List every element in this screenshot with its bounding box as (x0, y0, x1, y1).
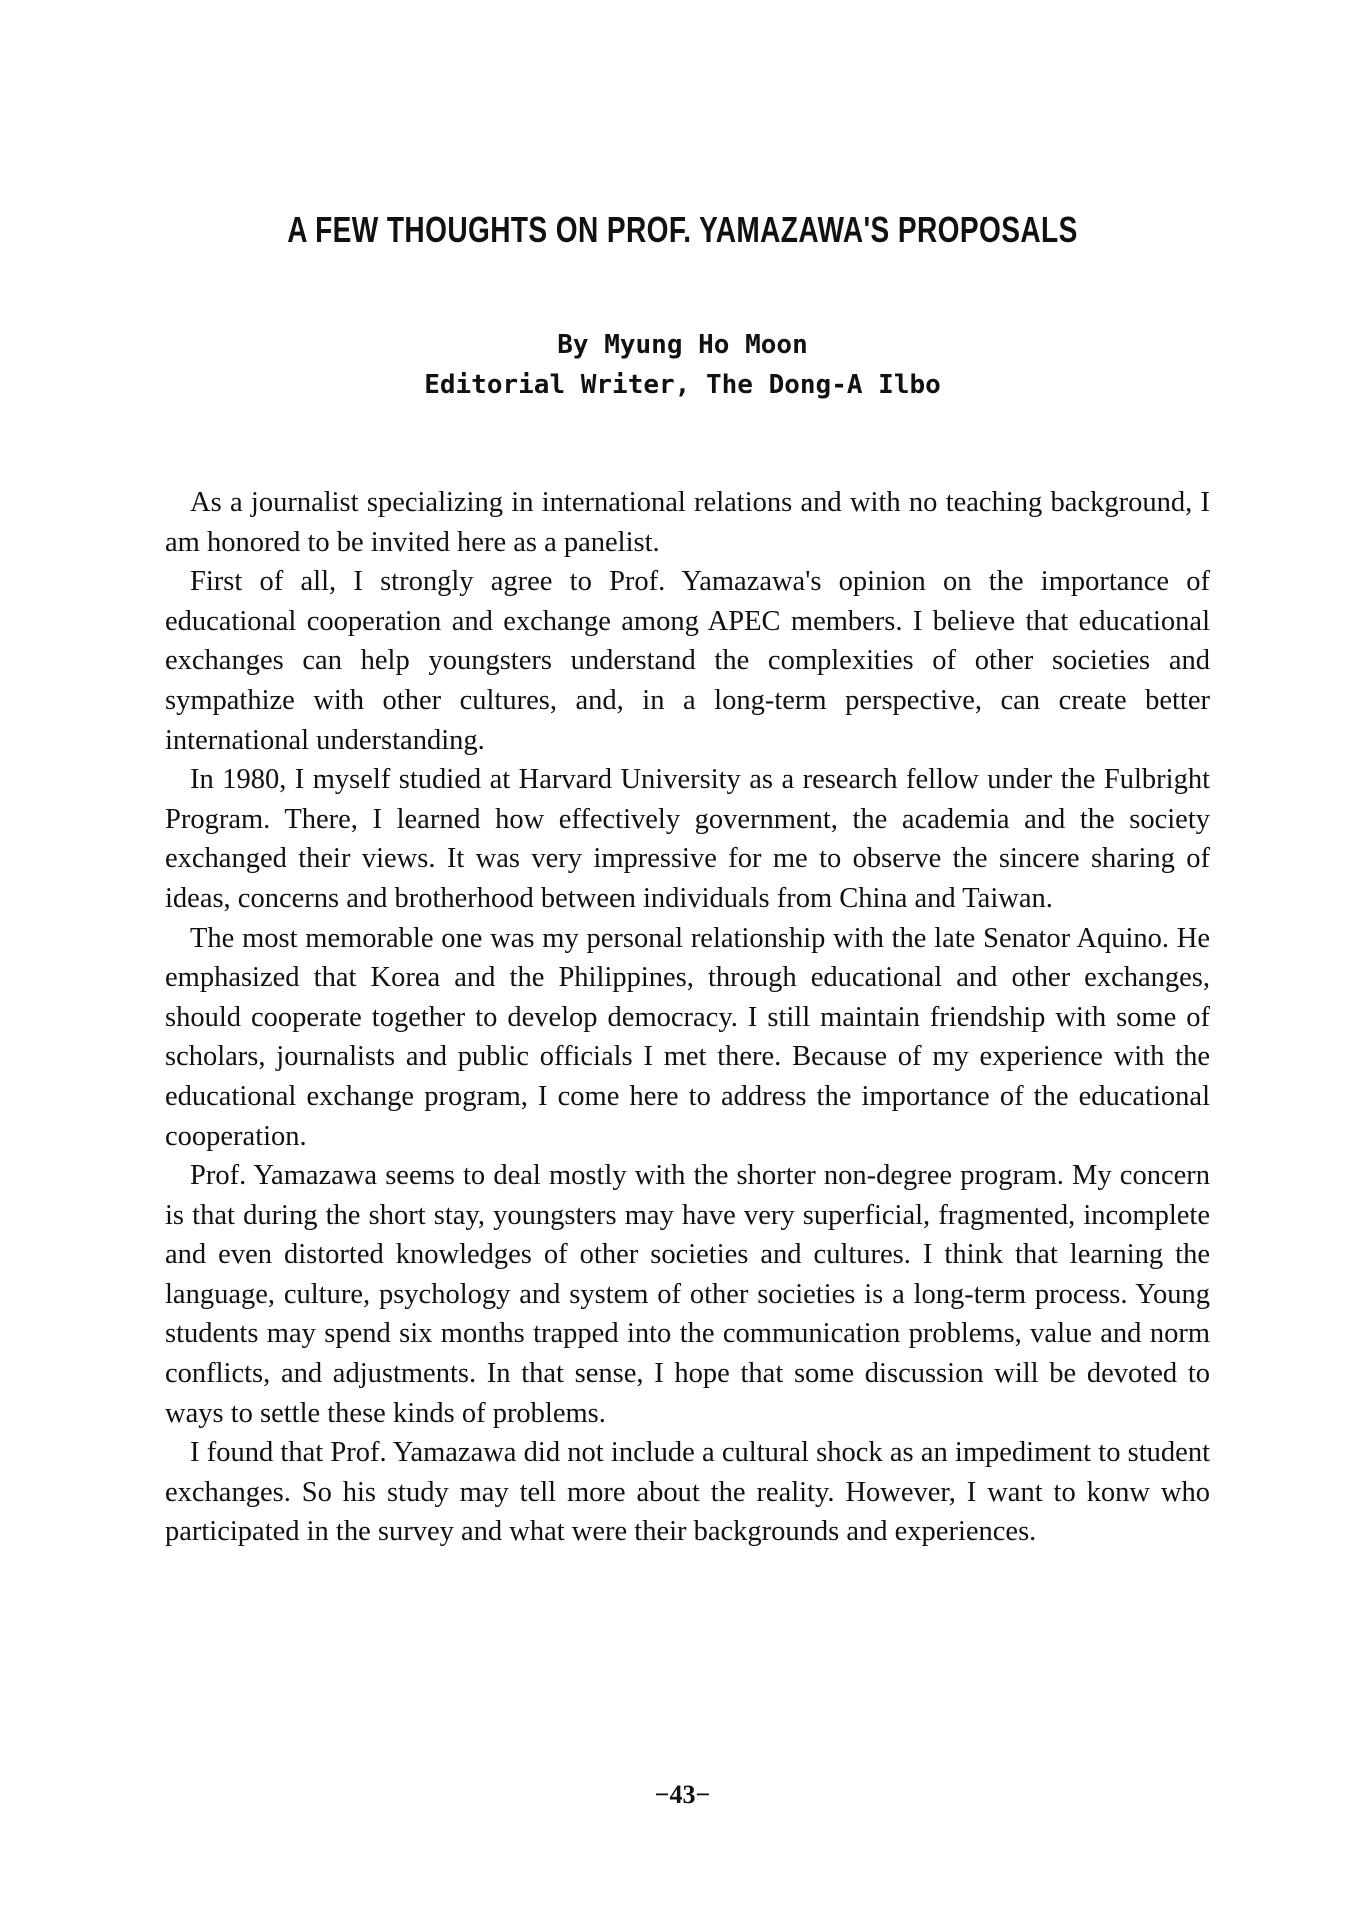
page-title: A FEW THOUGHTS ON PROF. YAMAZAWA'S PROPOSALS (287, 209, 1078, 250)
paragraph: The most memorable one was my personal relationship with the late Senator Aquino. He emphasized that Korea and the Philippines, through educational and other exchanges, should cooperate together to develop democracy. I still maintain friendship with some of scholars, journalists and public officials I met there. Because of my experience with the educational exchange program, I come here to address the importance of the educational cooperation. (165, 922, 1210, 1152)
paragraph: In 1980, I myself studied at Harvard University as a research fellow under the Fulbright Program. There, I learned how effectively government, the academia and the society exchanged their views. It was very impressive for me to observe the sincere sharing of ideas, concerns and brotherhood between individuals from China and Taiwan. (165, 764, 1210, 914)
author-line: By Myung Ho Moon (557, 330, 808, 360)
article-body (165, 483, 1210, 1552)
byline (0, 325, 1365, 405)
paragraph: Prof. Yamazawa seems to deal mostly with the shorter non-degree program. My concern is that during the short stay, youngsters may have very superficial, fragmented, incomplete and even distorted knowledges of other societies and cultures. I think that learning the language, culture, psychology and system of other societies is a long-term process. Young students may spend six months trapped into the communication problems, value and norm conflicts, and adjustments. In that sense, I hope that some discussion will be devoted to ways to settle these kinds of problems. (165, 1160, 1210, 1429)
paragraph: First of all, I strongly agree to Prof. Yamazawa's opinion on the importance of educational cooperation and exchange among APEC members. I believe that educational exchanges can help youngsters understand the complexities of other societies and sympathize with other cultures, and, in a long-term perspective, can create better international understanding. (165, 566, 1210, 756)
affiliation-line: Editorial Writer, The Dong-A Ilbo (424, 370, 941, 400)
page-number: −43− (654, 1780, 711, 1809)
paragraph: I found that Prof. Yamazawa did not include a cultural shock as an impediment to student exchanges. So his study may tell more about the reality. However, I want to konw who participated in the survey and what were their backgrounds and experiences. (165, 1437, 1210, 1548)
paragraph: As a journalist specializing in international relations and with no teaching background, I am honored to be invited here as a panelist. (165, 487, 1210, 558)
